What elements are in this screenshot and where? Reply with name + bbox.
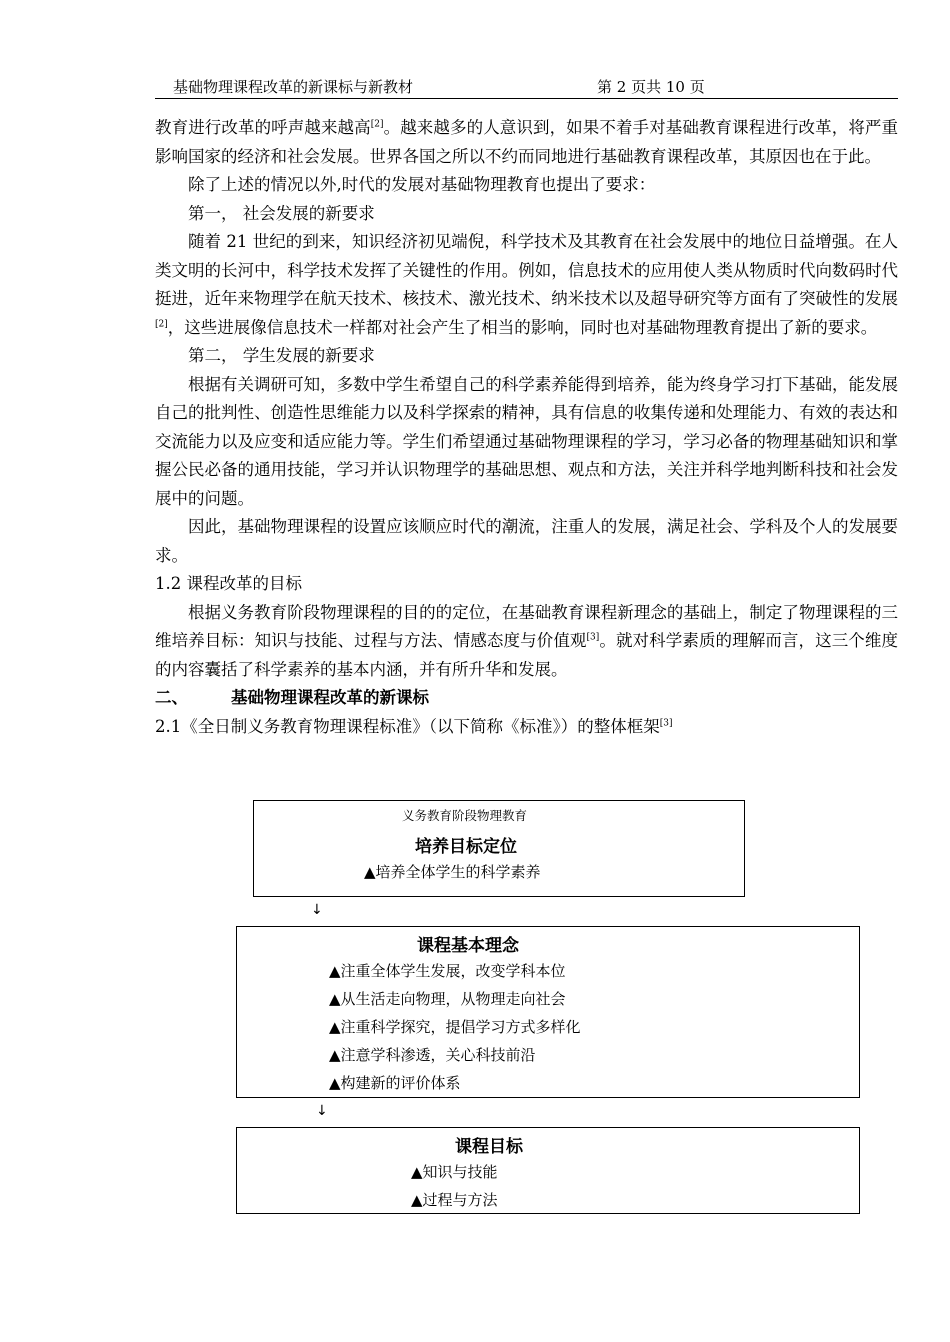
paragraph: 根据义务教育阶段物理课程的目的的定位，在基础教育课程新理念的基础上，制定了物理课程的三维培养目标：知识与技能、过程与方法、情感态度与价值观[3]。就对科学素质的理解而言，这三个维度的内容囊括了科学素养的基本内涵，并有所升华和发展。: [155, 602, 899, 679]
box2-item: ▲注重全体学生发展，改变学科本位: [329, 962, 566, 980]
box2-item: ▲注意学科渗透，关心科技前沿: [329, 1046, 536, 1064]
box1-title: 培养目标定位: [415, 837, 517, 857]
paragraph: 因此，基础物理课程的设置应该顺应时代的潮流，注重人的发展，满足社会、学科及个人的发展要求。: [155, 517, 898, 565]
box2-item: ▲构建新的评价体系: [329, 1074, 461, 1092]
box3-item: ▲知识与技能: [411, 1163, 498, 1181]
box2-item: ▲从生活走向物理，从物理走向社会: [329, 990, 566, 1008]
box2-title: 课程基本理念: [417, 936, 519, 956]
header-title: 基础物理课程改革的新课标与新教材: [173, 78, 414, 96]
chapter-heading: 二、 基础物理课程改革的新课标: [155, 688, 429, 707]
box1-subtitle: 义务教育阶段物理教育: [402, 808, 528, 823]
section-heading: 1.2 课程改革的目标: [155, 574, 302, 593]
subheading: 第一， 社会发展的新要求: [188, 203, 375, 223]
section-heading: 2.1《全日制义务教育物理课程标准》（以下简称《标准》）的整体框架[3]: [155, 716, 673, 736]
arrow-down-icon: ↓: [311, 902, 323, 918]
box-course-objectives: [236, 1127, 860, 1214]
box-training-goal: [253, 800, 745, 897]
paragraph: 随着 21 世纪的到来，知识经济初见端倪，科学技术及其教育在社会发展中的地位日益增强。在人类文明的长河中，科学技术发挥了关键性的作用。例如，信息技术的应用使人类从物质时代向数码时代挺进，近年来物理学在航天技术、核技术、激光技术、纳米技术以及超导研究等方面有了突破性的发展[2]，这些进展像信息技术一样都对社会产生了相当的影响，同时也对基础物理教育提出了新的要求。: [155, 232, 898, 337]
box2-item: ▲注重科学探究，提倡学习方式多样化: [329, 1018, 581, 1036]
document-body: [155, 114, 898, 741]
box3-item: ▲过程与方法: [411, 1191, 498, 1209]
header-page-number: 第 2 页共 10 页: [597, 78, 705, 96]
subheading: 第二， 学生发展的新要求: [188, 346, 375, 365]
citation: [2]: [370, 119, 384, 130]
citation: [3]: [586, 632, 600, 643]
box-course-concepts: [236, 926, 860, 1098]
paragraph: 根据有关调研可知，多数中学生希望自己的科学素养能得到培养，能为终身学习打下基础，能发展自己的批判性、创造性思维能力以及科学探索的精神，具有信息的收集传递和处理能力、有效的表达和交流能力以及应变和适应能力等。学生们希望通过基础物理课程的学习，学习必备的物理基础知识和掌握公民必备的通用技能，学习并认识物理学的基础思想、观点和方法，关注并科学地判断科技和社会发展中的问题。: [155, 374, 898, 508]
paragraph: 除了上述的情况以外,时代的发展对基础物理教育也提出了要求：: [188, 175, 656, 194]
box1-item: ▲培养全体学生的科学素养: [364, 863, 541, 881]
arrow-down-icon: ↓: [316, 1103, 328, 1119]
citation: [3]: [659, 718, 673, 728]
page-header: [155, 76, 898, 99]
box3-title: 课程目标: [455, 1137, 523, 1157]
citation: [2]: [155, 319, 168, 329]
paragraph: 教育进行改革的呼声越来越高[2]。越来越多的人意识到，如果不着手对基础教育课程进行改革，将严重影响国家的经济和社会发展。世界各国之所以不约而同地进行基础教育课程改革，其原因也在于此。: [155, 118, 899, 166]
